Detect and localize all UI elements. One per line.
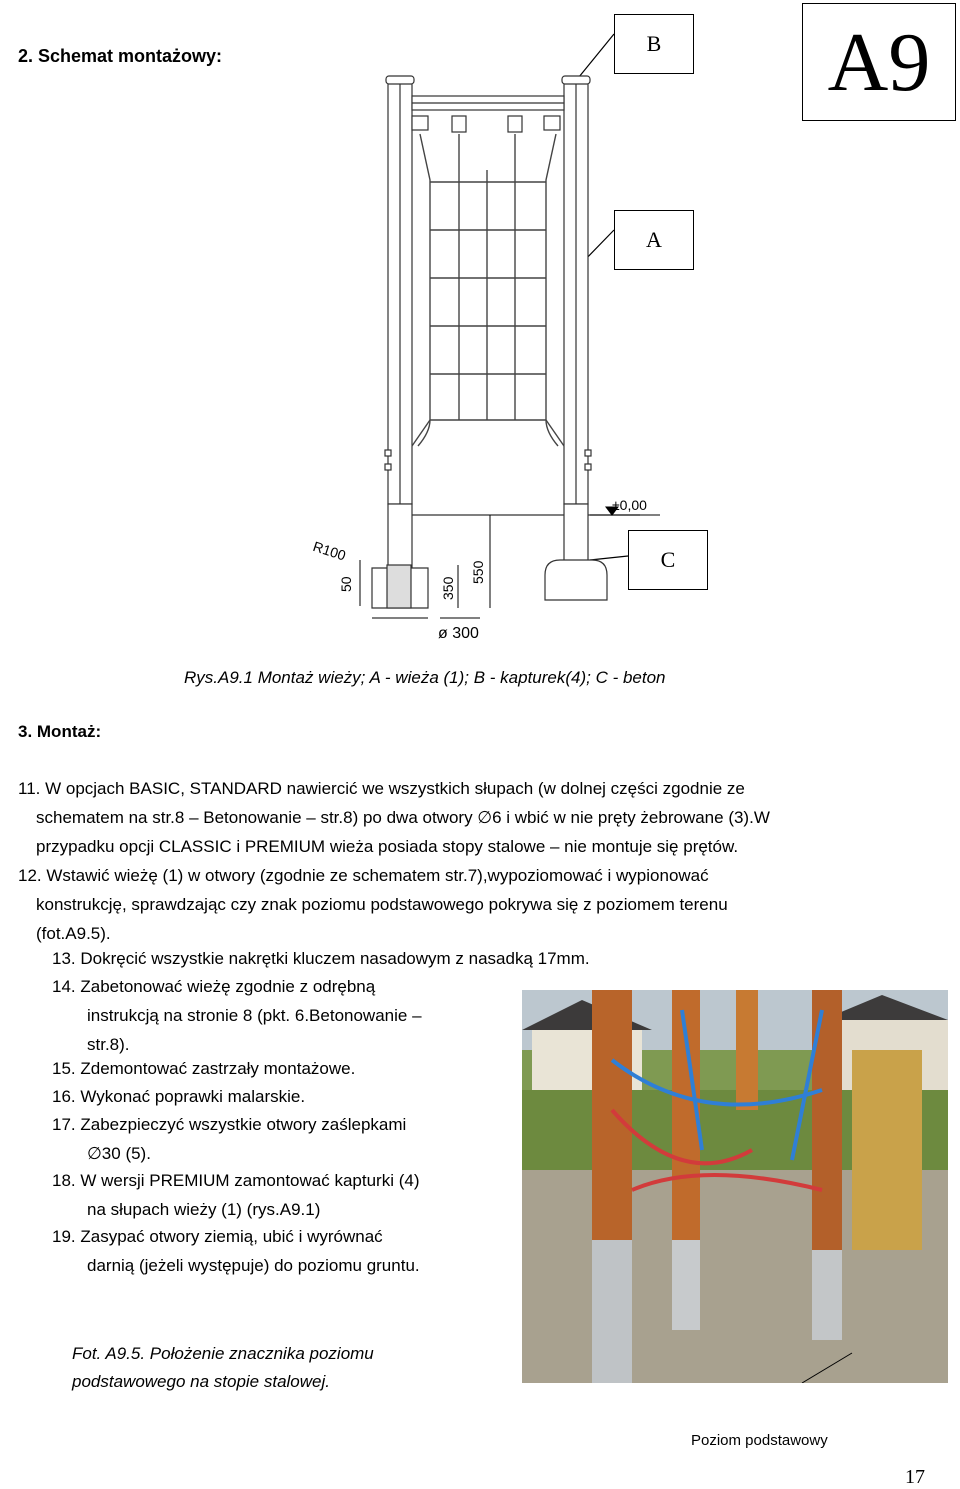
level-mark-label: ±0,00 — [612, 497, 647, 513]
step-11: 11. W opcjach BASIC, STANDARD nawiercić we wszystkich słupach (w dolnej części zgodnie ze schematem na str.8 – Betonowanie – str.8) po dwa otwory ∅6 i wbić w nie pręty żebrowane (3).W przypadku opcji CLASSIC i PREMIUM wieża posiada stopy stalowe – nie montuje się prętów. — [18, 779, 770, 856]
figure-caption: Rys.A9.1 Montaż wieży; A - wieża (1); B - kapturek(4); C - beton — [184, 668, 666, 687]
step-19: 19. Zasypać otwory ziemią, ubić i wyrównać darnią (jeżeli występuje) do poziomu gruntu. — [52, 1227, 420, 1275]
step-16: 16. Wykonać poprawki malarskie. — [52, 1087, 306, 1106]
page-number: 17 — [905, 1466, 925, 1488]
step-15: 15. Zdemontować zastrzały montażowe. — [52, 1059, 356, 1078]
installation-photo — [522, 990, 948, 1383]
step-17: 17. Zabezpieczyć wszystkie otwory zaślepkami ∅30 (5). — [52, 1115, 407, 1163]
step-12: 12. Wstawić wieżę (1) w otwory (zgodnie ze schematem str.7),wypoziomować i wypionować konstrukcję, sprawdzając czy znak poziomu podstawowego pokrywa się z poziomem terenu (fot.A9.5). — [18, 866, 728, 943]
step-18: 18. W wersji PREMIUM zamontować kapturki (4) na słupach wieży (1) (rys.A9.1) — [52, 1171, 420, 1219]
dim-350: 350 — [440, 576, 456, 600]
dim-300: ø 300 — [438, 625, 479, 642]
dim-550: 550 — [470, 560, 486, 584]
section-heading-montaz: 3. Montaż: — [18, 722, 102, 741]
label-c: C — [660, 547, 676, 572]
dim-50: 50 — [338, 576, 354, 592]
label-b: B — [646, 31, 662, 56]
label-a: A — [646, 227, 662, 252]
photo-label: Poziom podstawowy — [691, 1432, 828, 1449]
section-heading-schemat: 2. Schemat montażowy: — [18, 46, 223, 66]
code-label: A9 — [827, 15, 931, 109]
photo-illustration — [522, 990, 948, 1383]
photo-caption: Fot. A9.5. Położenie znacznika poziomu podstawowego na stopie stalowej. — [72, 1344, 374, 1391]
step-13: 13. Dokręcić wszystkie nakrętki kluczem nasadowym z nasadką 17mm. — [52, 949, 590, 968]
dim-r100: R100 — [311, 538, 348, 564]
step-14: 14. Zabetonować wieżę zgodnie z odrębną instrukcją na stronie 8 (pkt. 6.Betonowanie – str.8). — [52, 977, 422, 1054]
